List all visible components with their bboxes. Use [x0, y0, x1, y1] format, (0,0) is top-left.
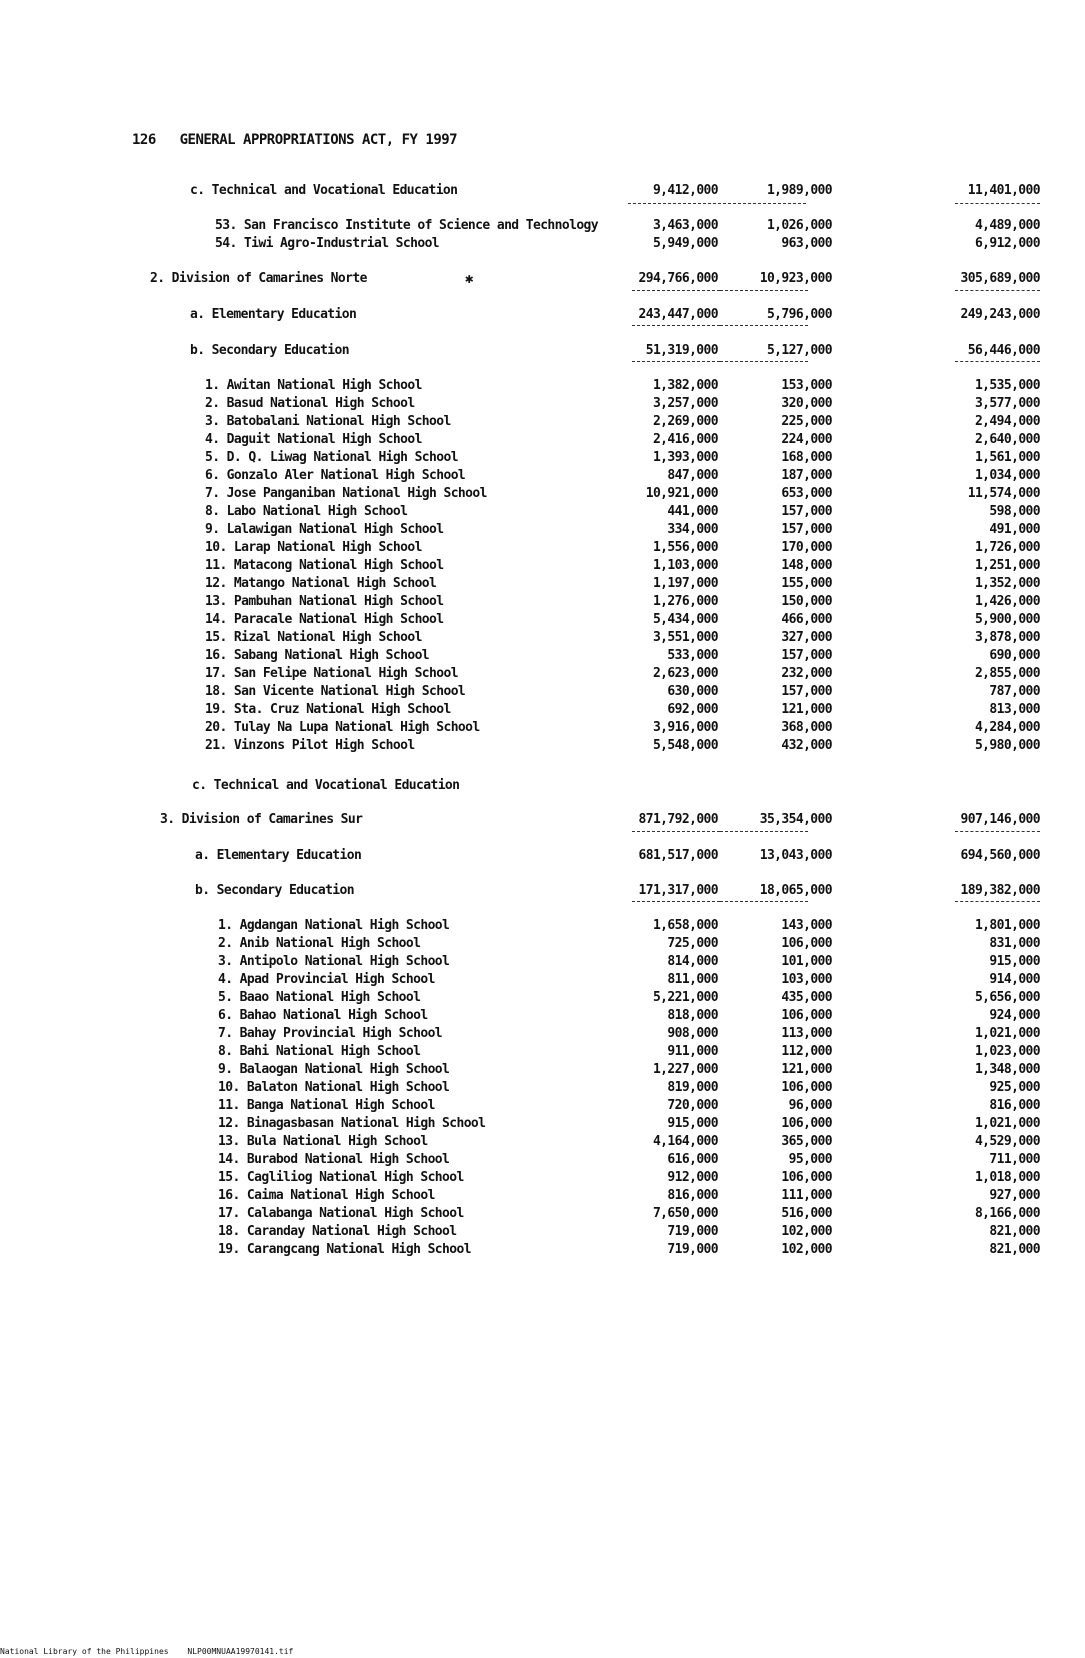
- subtotal-rule: [632, 901, 720, 902]
- amount-total: 4,489,000: [974, 218, 1040, 233]
- amount-col2: 320,000: [781, 396, 832, 411]
- amount-col2: 466,000: [781, 612, 832, 627]
- amount-col1: 818,000: [667, 1008, 718, 1023]
- amount-total: 915,000: [989, 954, 1040, 969]
- amount-col2: 106,000: [781, 936, 832, 951]
- subtotal-rule: [632, 290, 720, 291]
- row-label: 3. Antipolo National High School: [218, 954, 450, 969]
- amount-col2: 103,000: [781, 972, 832, 987]
- row-label: 9. Balaogan National High School: [218, 1062, 450, 1077]
- table-row: [0, 236, 1085, 254]
- row-label: 6. Bahao National High School: [218, 1008, 428, 1023]
- table-row: [0, 504, 1085, 522]
- table-row: [0, 540, 1085, 558]
- amount-col2: 121,000: [781, 702, 832, 717]
- amount-col2: 516,000: [781, 1206, 832, 1221]
- amount-total: 598,000: [989, 504, 1040, 519]
- row-label: 6. Gonzalo Aler National High School: [205, 468, 466, 483]
- amount-col2: 112,000: [781, 1044, 832, 1059]
- page-header: [132, 132, 457, 148]
- amount-total: 3,577,000: [974, 396, 1040, 411]
- amount-col1: 10,921,000: [645, 486, 718, 501]
- table-row: [0, 343, 1085, 361]
- amount-col1: 1,227,000: [652, 1062, 718, 1077]
- row-label: 1. Awitan National High School: [205, 378, 422, 393]
- amount-col2: 963,000: [781, 236, 832, 251]
- amount-col2: 653,000: [781, 486, 832, 501]
- row-label: 13. Bula National High School: [218, 1134, 428, 1149]
- amount-total: 249,243,000: [960, 307, 1040, 322]
- amount-col1: 5,548,000: [652, 738, 718, 753]
- amount-total: 6,912,000: [974, 236, 1040, 251]
- amount-col2: 95,000: [788, 1152, 832, 1167]
- amount-col1: 1,103,000: [652, 558, 718, 573]
- row-label: a. Elementary Education: [190, 307, 357, 322]
- amount-col1: 3,551,000: [652, 630, 718, 645]
- amount-total: 4,284,000: [974, 720, 1040, 735]
- table-row: [0, 307, 1085, 325]
- table-row: [0, 1206, 1085, 1224]
- table-row: [0, 1080, 1085, 1098]
- amount-col2: 365,000: [781, 1134, 832, 1149]
- amount-total: 1,535,000: [974, 378, 1040, 393]
- subtotal-rule: [720, 831, 808, 832]
- table-row: [0, 883, 1085, 901]
- subtotal-rule: [955, 831, 1040, 832]
- subtotal-rule: [720, 901, 808, 902]
- row-label: 16. Caima National High School: [218, 1188, 435, 1203]
- amount-col2: 106,000: [781, 1116, 832, 1131]
- amount-col2: 106,000: [781, 1080, 832, 1095]
- table-row: [0, 918, 1085, 936]
- row-label: 5. Baao National High School: [218, 990, 421, 1005]
- amount-col1: 1,658,000: [652, 918, 718, 933]
- row-label: 14. Paracale National High School: [205, 612, 444, 627]
- amount-col2: 157,000: [781, 522, 832, 537]
- file-name: NLP00MNUAA19970141.tif: [187, 1647, 294, 1656]
- table-row: [0, 1242, 1085, 1260]
- subtotal-rule: [955, 203, 1040, 204]
- amount-col1: 847,000: [667, 468, 718, 483]
- amount-col2: 168,000: [781, 450, 832, 465]
- amount-col2: 225,000: [781, 414, 832, 429]
- amount-total: 1,034,000: [974, 468, 1040, 483]
- table-row: [0, 1188, 1085, 1206]
- amount-col1: 5,949,000: [652, 236, 718, 251]
- amount-col2: 18,065,000: [759, 883, 832, 898]
- table-row: [0, 450, 1085, 468]
- amount-col2: 106,000: [781, 1008, 832, 1023]
- row-label: c. Technical and Vocational Education: [190, 183, 458, 198]
- table-row: [0, 936, 1085, 954]
- amount-total: 1,251,000: [974, 558, 1040, 573]
- amount-total: 1,426,000: [974, 594, 1040, 609]
- amount-col1: 911,000: [667, 1044, 718, 1059]
- table-row: [0, 522, 1085, 540]
- amount-col2: 5,127,000: [766, 343, 832, 358]
- amount-total: 907,146,000: [960, 812, 1040, 827]
- amount-col1: 4,164,000: [652, 1134, 718, 1149]
- amount-col1: 819,000: [667, 1080, 718, 1095]
- row-label: 20. Tulay Na Lupa National High School: [205, 720, 480, 735]
- amount-col1: 814,000: [667, 954, 718, 969]
- amount-col2: 5,796,000: [766, 307, 832, 322]
- amount-col2: 35,354,000: [759, 812, 832, 827]
- amount-col1: 811,000: [667, 972, 718, 987]
- amount-col2: 96,000: [788, 1098, 832, 1113]
- amount-total: 1,561,000: [974, 450, 1040, 465]
- scan-footer: [0, 1647, 307, 1656]
- amount-col2: 102,000: [781, 1242, 832, 1257]
- table-row: [0, 468, 1085, 486]
- document-title: GENERAL APPROPRIATIONS ACT, FY 1997: [179, 132, 458, 148]
- table-row: [0, 396, 1085, 414]
- amount-total: 816,000: [989, 1098, 1040, 1113]
- amount-col1: 1,382,000: [652, 378, 718, 393]
- subtotal-rule: [720, 290, 808, 291]
- table-row: [0, 594, 1085, 612]
- amount-col1: 2,416,000: [652, 432, 718, 447]
- amount-col2: 121,000: [781, 1062, 832, 1077]
- amount-total: 924,000: [989, 1008, 1040, 1023]
- amount-total: 694,560,000: [960, 848, 1040, 863]
- table-row: [0, 576, 1085, 594]
- amount-col1: 719,000: [667, 1224, 718, 1239]
- amount-col1: 533,000: [667, 648, 718, 663]
- amount-total: 189,382,000: [960, 883, 1040, 898]
- amount-col2: 13,043,000: [759, 848, 832, 863]
- subtotal-rule: [632, 831, 720, 832]
- amount-col1: 3,916,000: [652, 720, 718, 735]
- amount-col2: 102,000: [781, 1224, 832, 1239]
- amount-total: 2,855,000: [974, 666, 1040, 681]
- subtotal-rule: [955, 290, 1040, 291]
- amount-total: 11,574,000: [967, 486, 1040, 501]
- row-label: 4. Apad Provincial High School: [218, 972, 435, 987]
- table-row: [0, 1098, 1085, 1116]
- row-label: a. Elementary Education: [195, 848, 362, 863]
- table-row: [0, 1152, 1085, 1170]
- amount-col1: 51,319,000: [645, 343, 718, 358]
- row-label: 5. D. Q. Liwag National High School: [205, 450, 458, 465]
- table-row: [0, 630, 1085, 648]
- amount-col2: 155,000: [781, 576, 832, 591]
- amount-col2: 170,000: [781, 540, 832, 555]
- row-label: 18. San Vicente National High School: [205, 684, 466, 699]
- amount-col1: 630,000: [667, 684, 718, 699]
- amount-col1: 616,000: [667, 1152, 718, 1167]
- row-label: 8. Bahi National High School: [218, 1044, 421, 1059]
- amount-total: 1,021,000: [974, 1026, 1040, 1041]
- subtotal-rule: [720, 361, 808, 362]
- amount-total: 5,980,000: [974, 738, 1040, 753]
- amount-col1: 243,447,000: [638, 307, 718, 322]
- amount-total: 1,801,000: [974, 918, 1040, 933]
- amount-total: 690,000: [989, 648, 1040, 663]
- row-label: 3. Division of Camarines Sur: [160, 812, 363, 827]
- row-label: 12. Binagasbasan National High School: [218, 1116, 486, 1131]
- table-row: [0, 432, 1085, 450]
- row-label: 17. Calabanga National High School: [218, 1206, 464, 1221]
- table-row: [0, 720, 1085, 738]
- table-row: [0, 666, 1085, 684]
- amount-total: 1,726,000: [974, 540, 1040, 555]
- amount-col1: 334,000: [667, 522, 718, 537]
- amount-total: 925,000: [989, 1080, 1040, 1095]
- amount-col1: 720,000: [667, 1098, 718, 1113]
- table-row: [0, 702, 1085, 720]
- amount-total: 1,018,000: [974, 1170, 1040, 1185]
- amount-col1: 816,000: [667, 1188, 718, 1203]
- amount-total: 1,023,000: [974, 1044, 1040, 1059]
- amount-total: 821,000: [989, 1224, 1040, 1239]
- subtotal-rule: [955, 361, 1040, 362]
- amount-total: 914,000: [989, 972, 1040, 987]
- amount-col1: 294,766,000: [638, 271, 718, 286]
- row-label: 2. Basud National High School: [205, 396, 415, 411]
- amount-col1: 441,000: [667, 504, 718, 519]
- amount-col1: 5,434,000: [652, 612, 718, 627]
- amount-total: 711,000: [989, 1152, 1040, 1167]
- table-row: [0, 848, 1085, 866]
- row-label: c. Technical and Vocational Education: [192, 778, 460, 793]
- amount-col2: 157,000: [781, 648, 832, 663]
- table-row: [0, 1008, 1085, 1026]
- amount-col2: 143,000: [781, 918, 832, 933]
- subtotal-rule: [955, 901, 1040, 902]
- amount-total: 927,000: [989, 1188, 1040, 1203]
- row-label: 2. Anib National High School: [218, 936, 421, 951]
- amount-total: 56,446,000: [967, 343, 1040, 358]
- amount-col2: 157,000: [781, 504, 832, 519]
- amount-col2: 113,000: [781, 1026, 832, 1041]
- table-row: [0, 778, 1085, 796]
- row-label: 9. Lalawigan National High School: [205, 522, 444, 537]
- amount-col2: 435,000: [781, 990, 832, 1005]
- table-row: [0, 271, 1085, 289]
- amount-col1: 1,393,000: [652, 450, 718, 465]
- amount-col2: 101,000: [781, 954, 832, 969]
- table-row: [0, 378, 1085, 396]
- row-label: 11. Matacong National High School: [205, 558, 444, 573]
- amount-col2: 232,000: [781, 666, 832, 681]
- row-label: 15. Cagliliog National High School: [218, 1170, 464, 1185]
- amount-total: 1,352,000: [974, 576, 1040, 591]
- amount-col2: 224,000: [781, 432, 832, 447]
- amount-col2: 157,000: [781, 684, 832, 699]
- amount-col1: 3,257,000: [652, 396, 718, 411]
- page-number: 126: [132, 132, 156, 148]
- row-label: 13. Pambuhan National High School: [205, 594, 444, 609]
- subtotal-rule: [628, 203, 716, 204]
- amount-col1: 725,000: [667, 936, 718, 951]
- row-label: 7. Bahay Provincial High School: [218, 1026, 443, 1041]
- amount-col1: 5,221,000: [652, 990, 718, 1005]
- amount-col2: 1,989,000: [766, 183, 832, 198]
- table-row: [0, 972, 1085, 990]
- amount-total: 4,529,000: [974, 1134, 1040, 1149]
- row-label: 8. Labo National High School: [205, 504, 408, 519]
- row-label: 7. Jose Panganiban National High School: [205, 486, 487, 501]
- amount-total: 831,000: [989, 936, 1040, 951]
- amount-total: 11,401,000: [967, 183, 1040, 198]
- table-row: [0, 812, 1085, 830]
- row-label: 18. Caranday National High School: [218, 1224, 457, 1239]
- amount-col1: 719,000: [667, 1242, 718, 1257]
- amount-col2: 432,000: [781, 738, 832, 753]
- library-credit: National Library of the Philippines: [0, 1647, 169, 1656]
- amount-col2: 1,026,000: [766, 218, 832, 233]
- subtotal-rule: [632, 361, 720, 362]
- row-label: 11. Banga National High School: [218, 1098, 435, 1113]
- amount-total: 2,640,000: [974, 432, 1040, 447]
- amount-col2: 327,000: [781, 630, 832, 645]
- table-row: [0, 486, 1085, 504]
- amount-col2: 148,000: [781, 558, 832, 573]
- ink-smudge-icon: ✱: [465, 271, 474, 287]
- amount-col1: 2,623,000: [652, 666, 718, 681]
- table-row: [0, 738, 1085, 756]
- table-row: [0, 1134, 1085, 1152]
- table-row: [0, 1026, 1085, 1044]
- table-row: [0, 1062, 1085, 1080]
- amount-col1: 1,197,000: [652, 576, 718, 591]
- amount-total: 821,000: [989, 1242, 1040, 1257]
- table-row: [0, 1044, 1085, 1062]
- amount-total: 1,021,000: [974, 1116, 1040, 1131]
- subtotal-rule: [720, 325, 808, 326]
- amount-col2: 10,923,000: [759, 271, 832, 286]
- amount-col1: 7,650,000: [652, 1206, 718, 1221]
- amount-col1: 3,463,000: [652, 218, 718, 233]
- row-label: 12. Matango National High School: [205, 576, 437, 591]
- row-label: 15. Rizal National High School: [205, 630, 422, 645]
- amount-col1: 912,000: [667, 1170, 718, 1185]
- amount-total: 305,689,000: [960, 271, 1040, 286]
- amount-total: 8,166,000: [974, 1206, 1040, 1221]
- amount-total: 3,878,000: [974, 630, 1040, 645]
- table-row: [0, 990, 1085, 1008]
- amount-col1: 171,317,000: [638, 883, 718, 898]
- row-label: 21. Vinzons Pilot High School: [205, 738, 415, 753]
- row-label: 19. Sta. Cruz National High School: [205, 702, 451, 717]
- amount-col1: 915,000: [667, 1116, 718, 1131]
- table-row: [0, 612, 1085, 630]
- table-row: [0, 684, 1085, 702]
- row-label: 10. Larap National High School: [205, 540, 422, 555]
- table-row: [0, 218, 1085, 236]
- table-row: [0, 1170, 1085, 1188]
- amount-total: 491,000: [989, 522, 1040, 537]
- table-row: [0, 648, 1085, 666]
- table-row: [0, 1116, 1085, 1134]
- amount-total: 813,000: [989, 702, 1040, 717]
- amount-col1: 871,792,000: [638, 812, 718, 827]
- amount-total: 1,348,000: [974, 1062, 1040, 1077]
- row-label: 14. Burabod National High School: [218, 1152, 450, 1167]
- row-label: b. Secondary Education: [190, 343, 349, 358]
- amount-total: 5,900,000: [974, 612, 1040, 627]
- table-row: [0, 183, 1085, 201]
- table-row: [0, 954, 1085, 972]
- table-row: [0, 1224, 1085, 1242]
- amount-col2: 150,000: [781, 594, 832, 609]
- amount-col1: 1,276,000: [652, 594, 718, 609]
- row-label: 54. Tiwi Agro-Industrial School: [215, 236, 440, 251]
- row-label: 17. San Felipe National High School: [205, 666, 458, 681]
- amount-total: 2,494,000: [974, 414, 1040, 429]
- amount-col2: 187,000: [781, 468, 832, 483]
- amount-col2: 153,000: [781, 378, 832, 393]
- amount-col1: 9,412,000: [652, 183, 718, 198]
- row-label: 53. San Francisco Institute of Science and Technology: [215, 218, 599, 233]
- amount-total: 787,000: [989, 684, 1040, 699]
- subtotal-rule: [718, 203, 806, 204]
- subtotal-rule: [632, 325, 720, 326]
- amount-col2: 106,000: [781, 1170, 832, 1185]
- table-row: [0, 414, 1085, 432]
- amount-col2: 111,000: [781, 1188, 832, 1203]
- row-label: 10. Balaton National High School: [218, 1080, 450, 1095]
- row-label: 4. Daguit National High School: [205, 432, 422, 447]
- table-row: [0, 558, 1085, 576]
- row-label: b. Secondary Education: [195, 883, 354, 898]
- amount-total: 5,656,000: [974, 990, 1040, 1005]
- amount-col1: 2,269,000: [652, 414, 718, 429]
- amount-col1: 908,000: [667, 1026, 718, 1041]
- amount-col1: 1,556,000: [652, 540, 718, 555]
- row-label: 1. Agdangan National High School: [218, 918, 450, 933]
- row-label: 3. Batobalani National High School: [205, 414, 451, 429]
- amount-col2: 368,000: [781, 720, 832, 735]
- row-label: 16. Sabang National High School: [205, 648, 430, 663]
- amount-col1: 692,000: [667, 702, 718, 717]
- amount-col1: 681,517,000: [638, 848, 718, 863]
- row-label: 2. Division of Camarines Norte: [150, 271, 367, 286]
- row-label: 19. Carangcang National High School: [218, 1242, 471, 1257]
